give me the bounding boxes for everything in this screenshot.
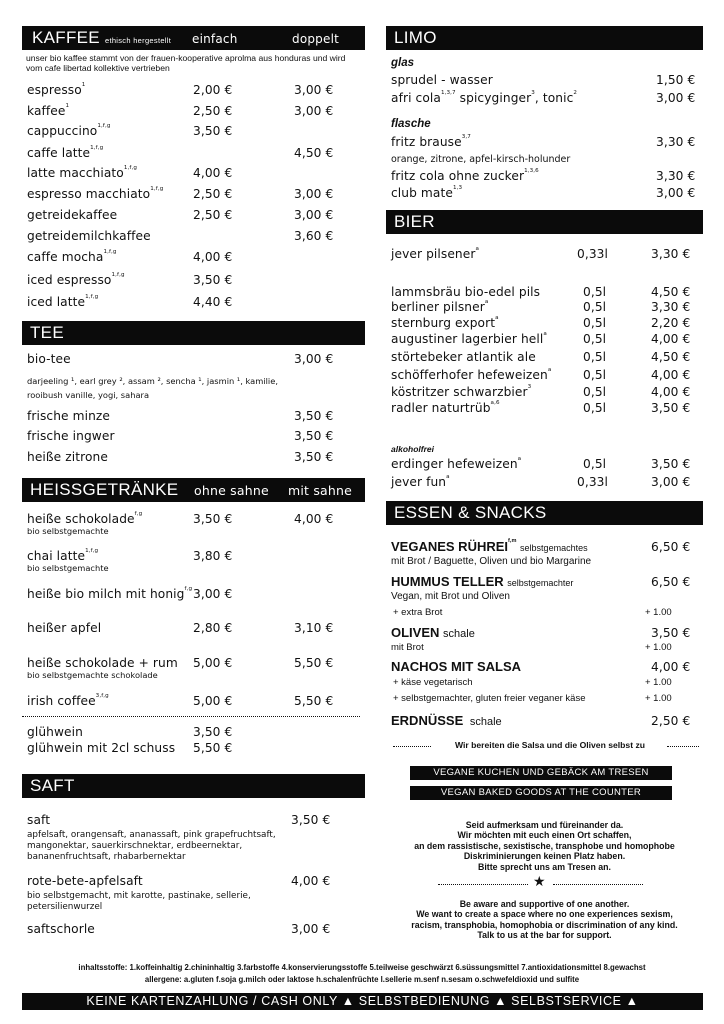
kaffee-item-name-sup: 1,f,g xyxy=(97,123,111,129)
bier-item-name-sup: a xyxy=(484,299,489,305)
heiss-item-price-ohne: 5,00 € xyxy=(193,656,233,670)
kaffee-item-price-doppelt: 3,00 € xyxy=(294,104,334,118)
saft-item-desc: bio selbstgemacht, mit karotte, pastinake, sellerie, xyxy=(27,891,251,901)
heiss-item-sub: bio selbstgemachte xyxy=(27,526,109,536)
bier-item-vol: 0,33l xyxy=(577,247,609,261)
star-dots-left xyxy=(438,884,528,885)
bier-item-vol: 0,5l xyxy=(583,368,607,382)
kaffee-item-name xyxy=(27,83,85,97)
kaffee-item-name xyxy=(27,273,125,287)
kaffee-item-price-einfach: 4,00 € xyxy=(193,250,233,264)
bier-item-name-text: köstritzer schwarzbier xyxy=(391,385,528,399)
footer-bar: KEINE KARTENZAHLUNG / CASH ONLY ▲ SELBSTBEDIENUNG ▲ SELBSTSERVICE ▲ SELBSTBEDIENUNG xyxy=(22,993,703,1010)
kaffee-item-name-text: iced espresso xyxy=(27,273,112,287)
essen-hummus-extra-price: + 1.00 xyxy=(645,607,672,618)
footer-allergene: allergene: a.gluten f.soja g.milch oder laktose h.schalenfrüchte l.sellerie m.senf n.sesam o.schwefeldioxid und sulfite xyxy=(144,975,580,984)
bier-item-price: 4,00 € xyxy=(651,385,691,399)
saft-item-price: 3,00 € xyxy=(291,922,331,936)
kaffee-item-price-doppelt: 3,00 € xyxy=(294,83,334,97)
bier-item-name xyxy=(391,332,547,346)
bier-af-item-name-text: erdinger hefeweizen xyxy=(391,457,518,471)
bier-item-name-sup: a xyxy=(495,315,499,321)
saft-item-desc: bananenfruchtsaft, rhabarbernektar xyxy=(27,852,186,862)
statement-en-line: Be aware and supportive of one another. xyxy=(459,899,630,909)
bier-af-item-name-text: jever fun xyxy=(391,475,447,489)
heiss-item-price-mit: 3,10 € xyxy=(294,621,334,635)
statement-de-line: Seid aufmerksam und füreinander da. xyxy=(465,820,624,830)
essen-hummus-tag: selbstgemachter xyxy=(507,578,574,588)
bier-af-item-name xyxy=(391,475,450,489)
kaffee-item-price-einfach: 3,50 € xyxy=(193,124,233,138)
kaffee-item-name xyxy=(27,166,137,180)
heiss-item-name xyxy=(27,549,98,563)
kaffee-item-price-einfach: 2,50 € xyxy=(193,208,233,222)
limo-fritzcola-price: 3,30 € xyxy=(656,169,696,183)
limo-fritzcola-row xyxy=(391,169,539,183)
bier-item-price: 4,50 € xyxy=(651,350,691,364)
bier-af-item-name-sup: a xyxy=(446,474,450,480)
bier-af-item-name xyxy=(391,457,521,471)
limo-afri-sup: 1,3,7 xyxy=(440,90,456,96)
tee-biotee-price: 3,00 € xyxy=(294,352,334,366)
kaffee-item-name-text: espresso macchiato xyxy=(27,187,151,201)
kaffee-item-price-einfach: 3,50 € xyxy=(193,273,233,287)
heiss-item-price-mit: 5,50 € xyxy=(294,656,334,670)
statement-de-line: Wir möchten mit euch einen Ort schaffen, xyxy=(457,830,632,841)
limo-fritz-sup: 3,7 xyxy=(461,134,471,140)
essen-nachos-extra1-price: + 1.00 xyxy=(645,677,672,688)
limo-fritz-row xyxy=(391,135,471,149)
kaffee-item-name xyxy=(27,104,69,118)
tee-item-price: 3,50 € xyxy=(294,450,334,464)
limo-afri-price: 3,00 € xyxy=(656,91,696,105)
bier-item-name-text: sternburg export xyxy=(391,316,496,330)
salsa-note: Wir bereiten die Salsa und die Oliven selbst zu xyxy=(455,740,645,750)
kaffee-item-name-text: getreidekaffee xyxy=(27,208,118,222)
heiss-item-price-mit: 5,50 € xyxy=(294,694,334,708)
bier-item-name xyxy=(391,385,531,399)
bier-item-name xyxy=(391,401,500,415)
limo-afri-name: afri cola xyxy=(391,91,441,105)
kaffee-item-name-sup: 1,f,g xyxy=(85,294,99,300)
tee-sorts-line1: darjeeling ¹, earl grey ², assam ², sencha ¹, jasmin ¹, kamilie, xyxy=(27,376,278,386)
essen-nachos-extra2-price: + 1.00 xyxy=(645,693,672,704)
limo-spicy-sup: 3 xyxy=(531,90,535,96)
essen-erdnuss-name: ERDNÜSSE xyxy=(391,713,464,728)
statement-en-line: racism, transphobia, homophobia or discrimination of any kind. xyxy=(411,919,678,930)
statement-en-line: Talk to us at the bar for support. xyxy=(477,930,612,941)
bier-item-name-sup: a,6 xyxy=(490,400,500,406)
limo-clubmate-price: 3,00 € xyxy=(656,186,696,200)
star-dots-right xyxy=(553,884,643,885)
bier-item-price: 3,30 € xyxy=(651,300,691,314)
saft-item-desc: mangonektar, sauerkirschnektar, erdbeernektar, xyxy=(27,841,243,851)
bier-item-vol: 0,5l xyxy=(583,385,607,399)
bier-item-name xyxy=(391,285,540,299)
heiss-item-name-text: heiße schokolade xyxy=(27,512,135,526)
heiss-item-name xyxy=(27,656,178,670)
tee-header xyxy=(22,321,365,345)
heiss-header xyxy=(22,478,365,502)
statement-de-line: Bitte sprecht uns am Tresen an. xyxy=(478,861,611,872)
saft-item-name: rote-bete-apfelsaft xyxy=(27,874,143,888)
gluehwein-price: 3,50 € xyxy=(193,725,233,739)
essen-oliven-desc-price: + 1.00 xyxy=(645,642,672,653)
saft-item-price: 4,00 € xyxy=(291,874,331,888)
limo-header xyxy=(386,26,703,50)
essen-ruehrei-name: VEGANES RÜHREI xyxy=(391,539,509,554)
saft-item-desc: apfelsaft, orangensaft, ananassaft, pink grapefruchtsaft, xyxy=(27,830,276,840)
bier-item-name-text: störtebeker atlantik ale xyxy=(391,350,536,364)
tee-item-price: 3,50 € xyxy=(294,429,334,443)
heiss-item-name-text: heißer apfel xyxy=(27,621,102,635)
bier-item-name-text: schöfferhofer hefeweizen xyxy=(391,368,548,382)
essen-ruehrei-desc: mit Brot / Baguette, Oliven und bio Margarine xyxy=(391,556,592,567)
salsa-dots-right xyxy=(667,746,699,747)
bier-af-item-price: 3,50 € xyxy=(651,457,691,471)
essen-hummus-price: 6,50 € xyxy=(651,575,691,589)
kaffee-item-price-einfach: 2,50 € xyxy=(193,187,233,201)
essen-ruehrei xyxy=(391,539,588,554)
essen-nachos-extra1: + käse vegetarisch xyxy=(393,677,473,688)
tee-item-name: frische ingwer xyxy=(27,429,115,443)
tee-sorts-line2: rooibush vanille, yogi, sahara xyxy=(27,390,150,400)
heiss-item-name-sup: f,g xyxy=(134,511,143,517)
limo-clubmate-row xyxy=(391,186,462,200)
heiss-col-mit: mit sahne xyxy=(288,483,353,498)
bier-item-name xyxy=(391,300,488,314)
tee-item-price: 3,50 € xyxy=(294,409,334,423)
kaffee-item-name-text: iced latte xyxy=(27,295,86,309)
essen-erdnuss-price: 2,50 € xyxy=(651,714,691,728)
heiss-item-name xyxy=(27,587,192,601)
tee-item-name: heiße zitrone xyxy=(27,450,108,464)
star-icon: ★ xyxy=(533,874,546,890)
bier-item-name-sup: a xyxy=(547,367,552,373)
saft-title: SAFT xyxy=(30,776,75,795)
essen-oliven-name: OLIVEN xyxy=(391,625,440,640)
bier-item-price: 2,20 € xyxy=(651,316,691,330)
kaffee-item-name-sup: 1,f,g xyxy=(111,272,125,278)
bier-item-vol: 0,5l xyxy=(583,300,607,314)
heiss-item-name-sup: 1,f,g xyxy=(85,548,99,554)
kaffee-item-name-sup: 1,f,g xyxy=(123,165,137,171)
essen-ruehrei-tag: selbstgemachtes xyxy=(520,543,588,553)
essen-hummus-desc: Vegan, mit Brot und Oliven xyxy=(391,591,510,602)
tee-item-name: frische minze xyxy=(27,409,111,423)
kaffee-item-name-text: caffe mocha xyxy=(27,250,104,264)
kaffee-item-name xyxy=(27,124,110,138)
heiss-item-price-ohne: 3,00 € xyxy=(193,587,233,601)
kaffee-item-price-doppelt: 3,00 € xyxy=(294,187,334,201)
bier-item-price: 3,30 € xyxy=(651,247,691,261)
bier-item-name xyxy=(391,247,479,261)
heiss-item-name-sup: 3,f,g xyxy=(95,693,109,699)
saft-item-price: 3,50 € xyxy=(291,813,331,827)
kaffee-item-name-text: kaffee xyxy=(27,104,66,118)
essen-ruehrei-sup: f,m xyxy=(508,538,517,544)
bier-item-name-text: augustiner lagerbier hell xyxy=(391,332,544,346)
bier-item-vol: 0,5l xyxy=(583,285,607,299)
heiss-item-name-text: heiße schokolade + rum xyxy=(27,656,178,670)
kaffee-item-name-text: caffe latte xyxy=(27,146,91,160)
bier-af-item-name-sup: a xyxy=(517,456,522,462)
essen-nachos-extra2: + selbstgemachter, gluten freier veganer käse xyxy=(393,693,586,704)
banner-vegane-kuchen: VEGANE KUCHEN UND GEBÄCK AM TRESEN xyxy=(410,766,672,780)
bier-item-name-text: jever pilsener xyxy=(391,247,476,261)
bier-item-name-sup: a xyxy=(475,246,480,252)
limo-title: LIMO xyxy=(394,28,437,47)
kaffee-item-name-sup: 1,f,g xyxy=(150,186,164,192)
bier-item-price: 4,00 € xyxy=(651,368,691,382)
kaffee-item-name-text: latte macchiato xyxy=(27,166,124,180)
bier-item-vol: 0,5l xyxy=(583,350,607,364)
bier-item-name xyxy=(391,368,551,382)
gluehwein-name: glühwein xyxy=(27,725,83,739)
heiss-title: HEISSGETRÄNKE xyxy=(30,480,179,499)
heiss-col-ohne: ohne sahne xyxy=(194,483,269,498)
bier-item-price: 4,50 € xyxy=(651,285,691,299)
heiss-item-price-ohne: 2,80 € xyxy=(193,621,233,635)
kaffee-item-name-sup: 1 xyxy=(81,82,86,88)
bier-af-item-price: 3,00 € xyxy=(651,475,691,489)
heiss-item-price-ohne: 3,80 € xyxy=(193,549,233,563)
heiss-item-sub: bio selbstgemachte xyxy=(27,563,109,573)
limo-flasche-label: flasche xyxy=(391,118,431,130)
essen-nachos-price: 4,00 € xyxy=(651,660,691,674)
saft-header xyxy=(22,774,365,798)
heiss-item-price-ohne: 5,00 € xyxy=(193,694,233,708)
limo-sprudel-price: 1,50 € xyxy=(656,73,696,87)
kaffee-subtitle: ethisch hergestellt xyxy=(104,36,172,45)
bier-item-name-text: berliner pilsner xyxy=(391,300,485,314)
limo-sprudel-name: sprudel - wasser xyxy=(391,73,493,87)
saft-item-name: saft xyxy=(27,813,51,827)
heiss-item-name-text: heiße bio milch mit honig xyxy=(27,587,185,601)
kaffee-item-name xyxy=(27,295,98,309)
kaffee-item-name xyxy=(27,146,103,160)
limo-spicy-name: spicyginger xyxy=(455,91,532,105)
bier-header xyxy=(386,210,703,234)
essen-nachos-name: NACHOS MIT SALSA xyxy=(391,659,521,674)
bier-item-vol: 0,5l xyxy=(583,316,607,330)
statement-de-line: Diskriminierungen keinen Platz haben. xyxy=(463,851,626,862)
kaffee-item-price-einfach: 4,00 € xyxy=(193,166,233,180)
bier-item-vol: 0,5l xyxy=(583,401,607,415)
bier-item-name-sup: a xyxy=(543,331,547,337)
heiss-item-price-mit: 4,00 € xyxy=(294,512,334,526)
bier-af-item-vol: 0,33l xyxy=(577,475,609,489)
kaffee-title: KAFFEE xyxy=(32,28,100,47)
essen-erdnuss xyxy=(391,713,502,728)
salsa-dots-left xyxy=(393,746,431,747)
heiss-divider xyxy=(22,716,360,717)
kaffee-header xyxy=(22,26,365,50)
limo-fritzcola-name: fritz cola ohne zucker xyxy=(391,169,525,183)
limo-fritz-price: 3,30 € xyxy=(656,135,696,149)
essen-oliven xyxy=(391,625,475,640)
bier-af-item-vol: 0,5l xyxy=(583,457,607,471)
limo-tonic-name: , tonic xyxy=(534,91,574,105)
bier-alkoholfrei-label: alkoholfrei xyxy=(391,444,434,454)
gluehwein-price: 5,50 € xyxy=(193,741,233,755)
kaffee-col-doppelt: doppelt xyxy=(292,32,340,46)
kaffee-item-name xyxy=(27,208,117,222)
footer-inhaltsstoffe: inhaltsstoffe: 1.koffeinhaltig 2.chininhaltig 3.farbstoffe 4.konservierungsstoffe 5.teilweise geschwärzt 6.süssungsmittel 7.antioxidationsmittel 8.gewachst xyxy=(78,963,646,972)
kaffee-item-price-doppelt: 3,00 € xyxy=(294,208,334,222)
heiss-item-name-text: chai latte xyxy=(27,549,86,563)
kaffee-col-einfach: einfach xyxy=(192,32,238,46)
essen-oliven-desc: mit Brot xyxy=(391,642,424,653)
bier-item-name-sup: 3 xyxy=(527,384,532,390)
kaffee-item-price-einfach: 2,50 € xyxy=(193,104,233,118)
bier-item-name xyxy=(391,350,536,364)
kaffee-item-price-einfach: 2,00 € xyxy=(193,83,233,97)
bier-item-name xyxy=(391,316,499,330)
heiss-item-name xyxy=(27,694,109,708)
limo-tonic-sup: 2 xyxy=(573,90,578,96)
statement-en-line: We want to create a space where no one experiences sexism, xyxy=(416,909,673,920)
kaffee-item-name xyxy=(27,250,117,264)
kaffee-item-price-einfach: 4,40 € xyxy=(193,295,233,309)
limo-fritz-sorts: orange, zitrone, apfel-kirsch-holunder xyxy=(391,154,571,165)
tee-biotee-name: bio-tee xyxy=(27,352,71,366)
essen-oliven-tag: schale xyxy=(443,628,475,640)
essen-erdnuss-tag: schale xyxy=(469,716,502,728)
heiss-item-name-sup: f,g xyxy=(184,586,193,592)
heiss-item-sub: bio selbstgemachte schokolade xyxy=(27,670,158,680)
limo-fritz-name: fritz brause xyxy=(391,135,462,149)
kaffee-item-name-text: getreidemilchkaffee xyxy=(27,229,151,243)
saft-item-name: saftschorle xyxy=(27,922,95,936)
essen-header xyxy=(386,501,703,525)
kaffee-item-name-sup: 1,f,g xyxy=(90,145,104,151)
limo-glas-label: glas xyxy=(391,57,415,69)
essen-hummus xyxy=(391,574,573,589)
essen-oliven-price: 3,50 € xyxy=(651,626,691,640)
kaffee-item-name-text: espresso xyxy=(27,83,82,97)
bier-title: BIER xyxy=(394,212,435,231)
bier-item-price: 3,50 € xyxy=(651,401,691,415)
bier-item-name-text: radler naturtrüb xyxy=(391,401,491,415)
kaffee-note: unser bio kaffee stammt von der frauen-kooperative aprolma aus honduras und wird vom cafe libertad kollektive vertrieben xyxy=(26,53,346,73)
essen-ruehrei-price: 6,50 € xyxy=(651,540,691,554)
essen-hummus-extra: + extra Brot xyxy=(393,607,443,618)
kaffee-item-name xyxy=(27,229,151,243)
heiss-item-name xyxy=(27,512,142,526)
statement-de-line: an dem rassistische, sexistische, transphobe und homophobe xyxy=(414,840,675,851)
saft-item-desc: petersilienwurzel xyxy=(27,902,103,912)
kaffee-item-price-doppelt: 3,60 € xyxy=(294,229,334,243)
essen-title: ESSEN & SNACKS xyxy=(394,503,547,522)
kaffee-item-price-doppelt: 4,50 € xyxy=(294,146,334,160)
heiss-item-name-text: irish coffee xyxy=(27,694,96,708)
bier-item-name-text: lammsbräu bio-edel pils xyxy=(391,285,541,299)
limo-fritzcola-sup: 1,3,6 xyxy=(524,168,539,174)
kaffee-item-name-sup: 1,f,g xyxy=(103,249,117,255)
kaffee-item-name-sup: 1 xyxy=(65,103,70,109)
bier-item-vol: 0,5l xyxy=(583,332,607,346)
tee-title: TEE xyxy=(30,323,64,342)
kaffee-item-name xyxy=(27,187,163,201)
gluehwein-name: glühwein mit 2cl schuss xyxy=(27,741,176,755)
heiss-item-name xyxy=(27,621,101,635)
banner-vegan-baked: VEGAN BAKED GOODS AT THE COUNTER xyxy=(410,786,672,800)
limo-afri-row xyxy=(391,91,577,105)
limo-clubmate-sup: 1,3 xyxy=(452,185,463,191)
kaffee-item-name-text: cappuccino xyxy=(27,124,98,138)
limo-clubmate-name: club mate xyxy=(391,186,453,200)
heiss-item-price-ohne: 3,50 € xyxy=(193,512,233,526)
bier-item-price: 4,00 € xyxy=(651,332,691,346)
essen-hummus-name: HUMMUS TELLER xyxy=(391,574,504,589)
